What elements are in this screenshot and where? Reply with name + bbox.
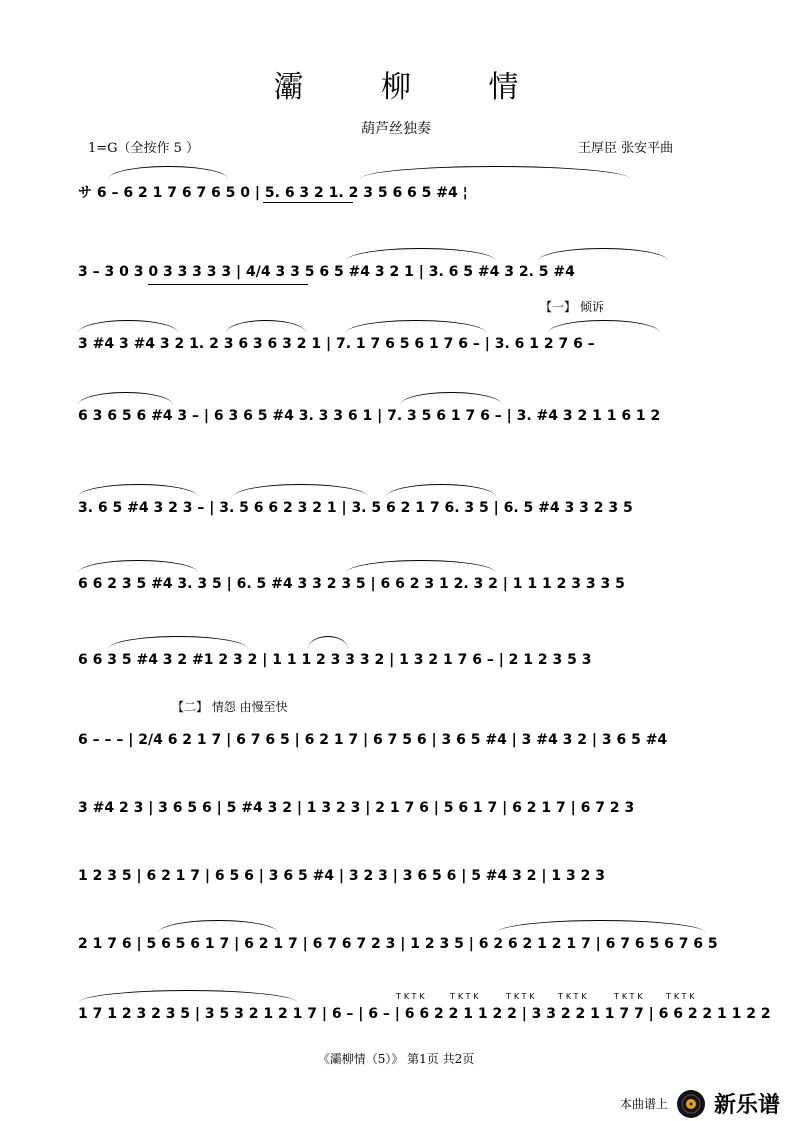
brand-name: 新乐谱 — [713, 1093, 780, 1118]
notation-text: 3. 6 5 #4 3 2 3 – | 3. 5 6 6 2 3 2 1 | 3. 5 6 2 1 7 6. 3 5 | 6. 5 #4 3 3 2 3 5 — [78, 500, 633, 516]
tk-mark: TKTK — [614, 992, 646, 1001]
notation-text: 6 6 3 5 #4 3 2 #1 2 3 2 | 1 1 1 2 3 3 3 2 | 1 3 2 1 7 6 – | 2 1 2 3 5 3 — [78, 652, 592, 668]
notation-text: 1 7 1 2 3 2 3 5 | 3 5 3 2 1 2 1 7 | 6 – | 6 – | 6 6 2 2 1 1 2 2 | 3 3 2 2 1 1 7 7 | 6 6 2 2 1 1 2 2 — [78, 1006, 771, 1022]
score-line-1 — [78, 166, 714, 220]
tk-mark: TKTK — [396, 992, 428, 1001]
subtitle: 葫芦丝独奏 — [361, 121, 431, 137]
score-line-5 — [78, 484, 714, 538]
score-line-8 — [78, 716, 714, 770]
score-line-9 — [78, 784, 714, 838]
record-disc-icon — [676, 1089, 706, 1119]
notation-text: 6 3 6 5 6 #4 3 – | 6 3 6 5 #4 3. 3 3 6 1 | 7. 3 5 6 1 7 6 – | 3. #4 3 2 1 1 6 1 2 — [78, 408, 661, 424]
brand-area[interactable] — [620, 1088, 780, 1119]
score-line-6 — [78, 560, 714, 614]
tk-mark: TKTK — [666, 992, 698, 1001]
key-signature: 1=G（全按作 5 ） — [88, 141, 200, 156]
tk-mark: TKTK — [506, 992, 538, 1001]
notation-text: 3 – 3 0 3 0 3 3 3 3 3 | 4/4 3 3 5 6 5 #4 3 2 1 | 3. 6 5 #4 3 2. 5 #4 — [78, 264, 575, 280]
tk-mark: TKTK — [450, 992, 482, 1001]
page-footer: 《灞柳情（5）》 第1页 共2页 — [317, 1052, 475, 1066]
notation-text: サ 6 – 6 2 1 7 6 7 6 5 0 | 5. 6 3 2 1. 2 3 5 6 6 5 #4 ¦ — [78, 185, 468, 201]
score-line-2 — [78, 248, 714, 302]
score-line-4 — [78, 392, 714, 446]
notation-text: 6 – – – | 2/4 6 2 1 7 | 6 7 6 5 | 6 2 1 7 | 6 7 5 6 | 3 6 5 #4 | 3 #4 3 2 | 3 6 5 #4 — [78, 732, 668, 748]
notation-text: 1 2 3 5 | 6 2 1 7 | 6 5 6 | 3 6 5 #4 | 3 2 3 | 3 6 5 6 | 5 #4 3 2 | 1 3 2 3 — [78, 868, 605, 884]
score-line-3 — [78, 320, 714, 374]
tk-mark: TKTK — [558, 992, 590, 1001]
score-line-12 — [78, 990, 771, 1044]
notation-text: 3 #4 3 #4 3 2 1. 2 3 6 3 6 3 2 1 | 7. 1 7 6 5 6 1 7 6 – | 3. 6 1 2 7 6 – — [78, 336, 595, 352]
page-title: 灞 柳 情 — [273, 70, 553, 105]
section-label-1: 【一】 倾诉 — [540, 300, 604, 314]
composer: 王厚臣 张安平曲 — [578, 141, 674, 156]
section-label-2: 【二】 情怨 由慢至快 — [172, 700, 288, 714]
notation-text: 2 1 7 6 | 5 6 5 6 1 7 | 6 2 1 7 | 6 7 6 7 2 3 | 1 2 3 5 | 6 2 6 2 1 2 1 7 | 6 7 6 5 6 7 6 5 — [78, 936, 718, 952]
notation-text: 6 6 2 3 5 #4 3. 3 5 | 6. 5 #4 3 3 2 3 5 | 6 6 2 3 1 2. 3 2 | 1 1 1 2 3 3 3 5 — [78, 576, 625, 592]
score-line-7 — [78, 636, 714, 690]
brand-note: 本曲谱上 — [619, 1097, 668, 1111]
score-line-11 — [78, 920, 718, 974]
score-line-10 — [78, 852, 714, 906]
notation-text: 3 #4 2 3 | 3 6 5 6 | 5 #4 3 2 | 1 3 2 3 | 2 1 7 6 | 5 6 1 7 | 6 2 1 7 | 6 7 2 3 — [78, 800, 635, 816]
